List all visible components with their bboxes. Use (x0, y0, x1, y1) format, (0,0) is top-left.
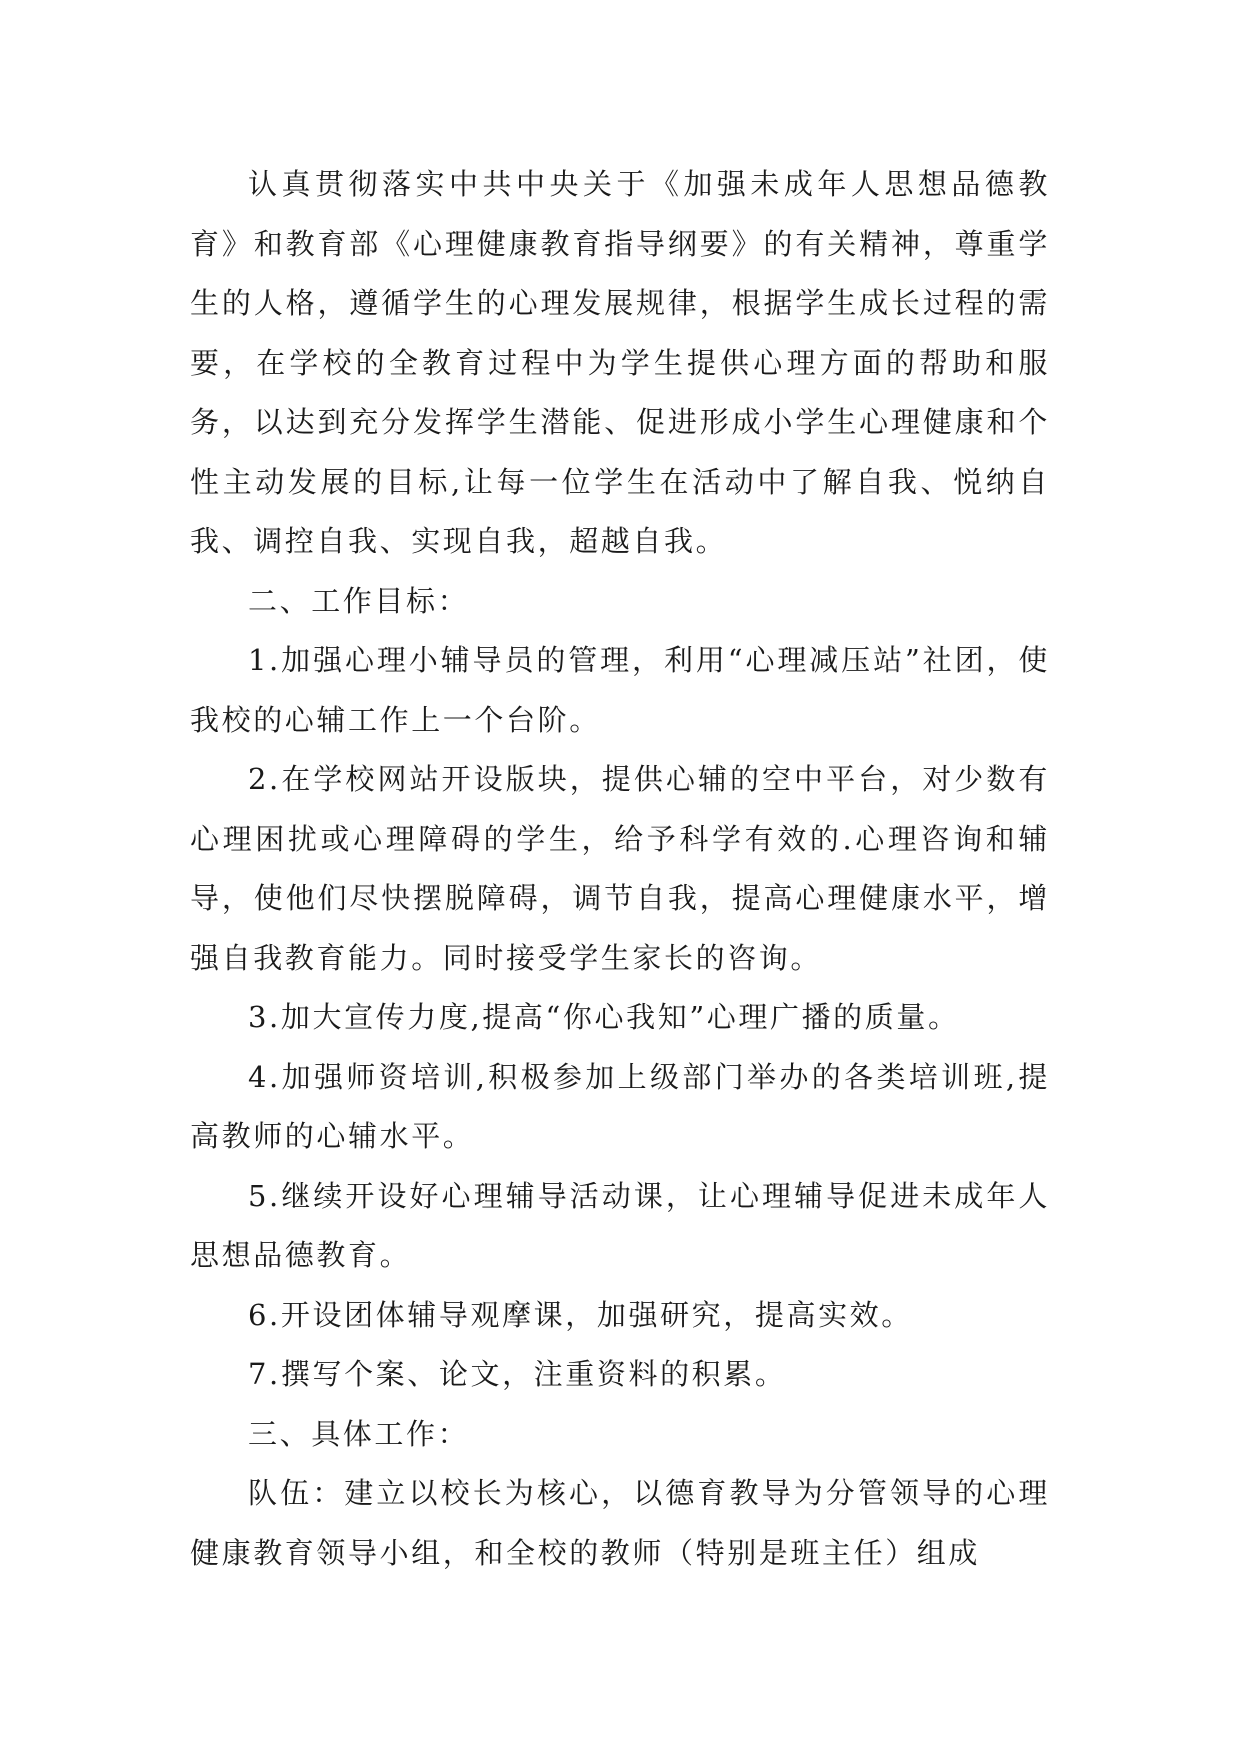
paragraph-intro: 认真贯彻落实中共中央关于《加强未成年人思想品德教育》和教育部《心理健康教育指导纲要》的有关精神，尊重学生的人格，遵循学生的心理发展规律，根据学生成长过程的需要，在学校的全教育过程中为学生提供心理方面的帮助和服务，以达到充分发挥学生潜能、促进形成小学生心理健康和个性主动发展的目标,让每一位学生在活动中了解自我、悦纳自我、调控自我、实现自我，超越自我。 (190, 167, 1050, 558)
goal-item-3: 3.加大宣传力度,提高“你心我知”心理广播的质量。 (248, 1000, 960, 1034)
goal-item-7: 7.撰写个案、论文，注重资料的积累。 (248, 1357, 787, 1391)
goal-item-4: 4.加强师资培训,积极参加上级部门举办的各类培训班,提高教师的心辅水平。 (190, 1059, 1050, 1153)
goal-item-6: 6.开设团体辅导观摩课，加强研究，提高实效。 (248, 1297, 913, 1332)
heading-work-goals: 二、工作目标： (248, 583, 470, 618)
heading-specific-work: 三、具体工作： (248, 1416, 470, 1451)
goal-item-1: 1.加强心理小辅导员的管理，利用“心理减压站”社团，使我校的心辅工作上一个台阶。 (190, 643, 1050, 737)
goal-item-5: 5.继续开设好心理辅导活动课，让心理辅导促进未成年人思想品德教育。 (190, 1178, 1050, 1272)
goal-item-2: 2.在学校网站开设版块，提供心辅的空中平台，对少数有心理困扰或心理障碍的学生，给予科学有效的.心理咨询和辅导，使他们尽快摆脱障碍，调节自我，提高心理健康水平，增强自我教育能力。同时接受学生家长的咨询。 (190, 762, 1050, 975)
document-body (190, 155, 1050, 1583)
paragraph-team: 队伍：建立以校长为核心，以德育教导为分管领导的心理健康教育领导小组，和全校的教师（特别是班主任）组成 (190, 1476, 1050, 1570)
